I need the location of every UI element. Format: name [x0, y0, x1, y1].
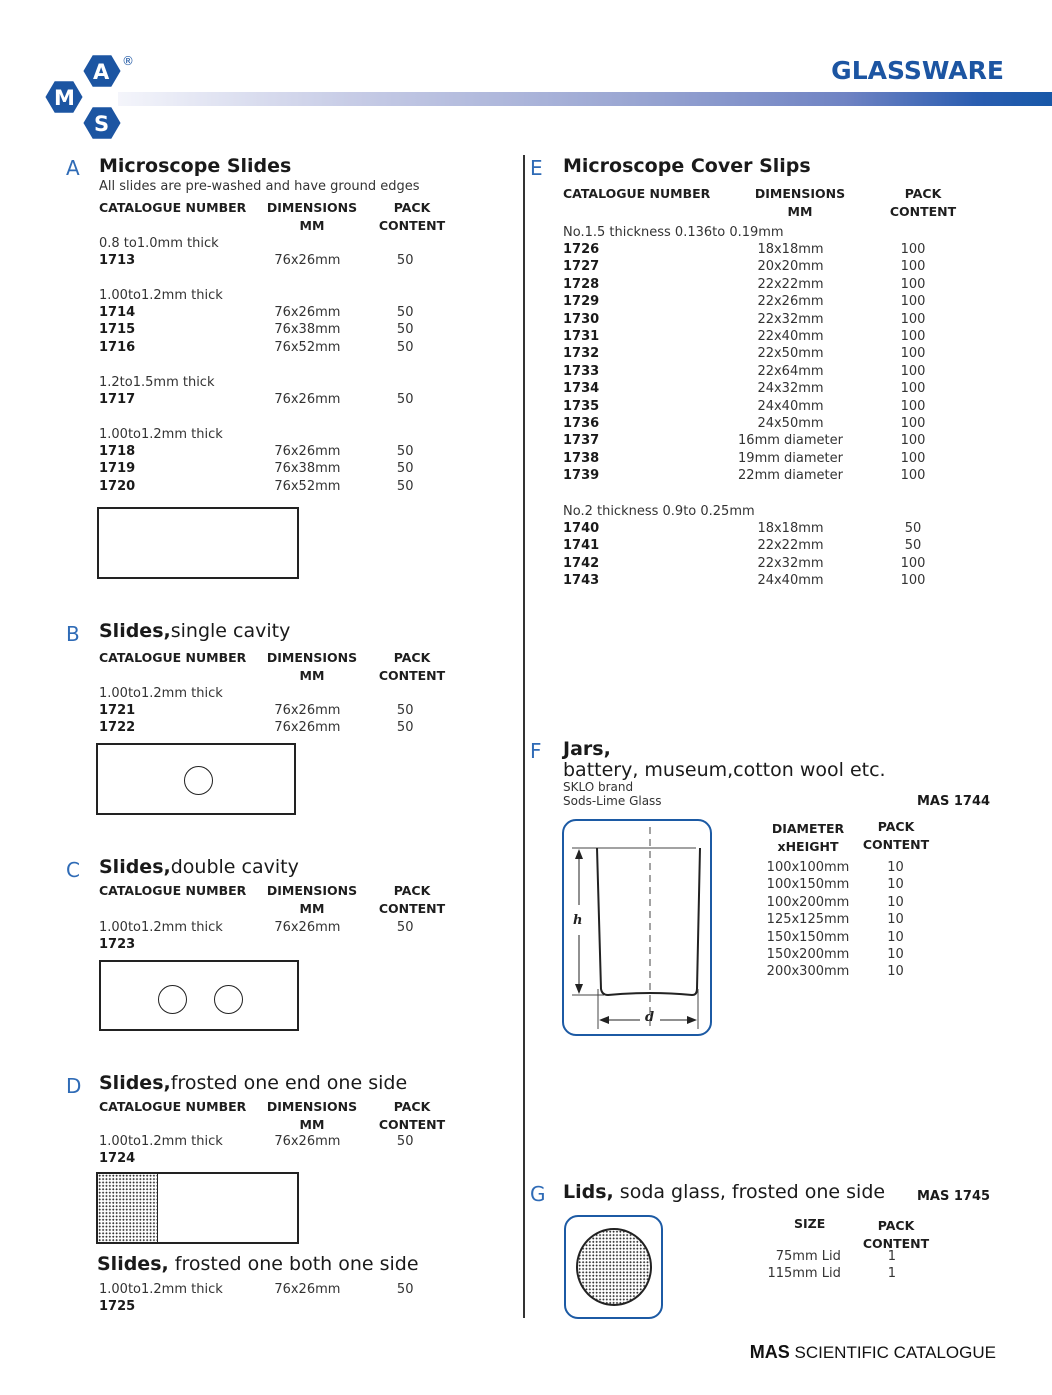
table-row: 1743 24x40mm 100 [563, 573, 926, 589]
lid-diagram-frame [564, 1215, 663, 1319]
section-c-title: Slides,double cavity [99, 856, 299, 878]
table-row: 1718 76x26mm 50 [99, 444, 414, 459]
section-g-code: MAS 1745 [917, 1189, 991, 1204]
cavity-circle-icon [184, 766, 213, 795]
page-title: GLASSWARE [831, 56, 1004, 85]
section-a-note: All slides are pre-washed and have ground edges [99, 179, 420, 194]
table-row: 1721 76x26mm 50 [99, 703, 414, 718]
table-row: 1717 76x26mm 50 [99, 392, 414, 407]
section-f-brand: SKLO brand [563, 780, 634, 794]
section-g-title: Lids, soda glass, frosted one side [563, 1181, 886, 1203]
table-row: 1724 [99, 1151, 136, 1167]
col-header-catalogue-number: CATALOGUE NUMBER [99, 200, 247, 215]
table-row: 1714 76x26mm 50 [99, 305, 414, 320]
table-row: 1.00to1.2mm thick 76x26mm 50 [99, 1134, 414, 1149]
col-header-pack-content: PACK CONTENT [889, 186, 957, 219]
plain-slide-illustration [97, 507, 299, 579]
col-header-pack-content: PACK CONTENT [378, 1099, 446, 1132]
section-e-title: Microscope Cover Slips [563, 155, 811, 177]
table-d-sub [99, 1281, 459, 1316]
table-row: 1731 22x40mm 100 [563, 328, 926, 344]
logo-letter-s: S [94, 112, 110, 136]
col-header-pack-content: PACK CONTENT [862, 1218, 930, 1251]
table-row: 1730 22x32mm 100 [563, 311, 926, 327]
table-row: 1742 22x32mm 100 [563, 555, 926, 571]
table-row: 1736 24x50mm 100 [563, 415, 926, 431]
table-row: 75mm Lid 1 [775, 1249, 897, 1264]
frosted-area [98, 1174, 158, 1242]
jar-diagram-icon [564, 821, 710, 1034]
table-row: 1713 76x26mm 50 [99, 253, 414, 268]
footer-catalogue-label: MAS SCIENTIFIC CATALOGUE [749, 1342, 996, 1362]
group-label: 1.00to1.2mm thick [99, 427, 223, 442]
table-row: 1739 22mm diameter 100 [563, 468, 926, 484]
frosted-end-slide-illustration [96, 1172, 299, 1244]
table-row: 1735 24x40mm 100 [563, 398, 926, 414]
group-label: No.1.5 thickness 0.136to 0.19mm [563, 225, 784, 240]
single-cavity-slide-illustration [96, 743, 296, 815]
col-header-pack-content: PACK CONTENT [378, 200, 446, 233]
col-header-catalogue-number: CATALOGUE NUMBER [99, 650, 247, 665]
table-row: 1727 20x20mm 100 [563, 259, 926, 275]
col-header-catalogue-number: CATALOGUE NUMBER [99, 883, 247, 898]
section-letter-c: C [66, 858, 80, 882]
group-label: 1.00to1.2mm thick [99, 288, 223, 303]
table-row: 200x300mm 10 [766, 964, 904, 980]
table-row: 1719 76x38mm 50 [99, 461, 414, 477]
section-f-title: Jars, [563, 738, 611, 760]
header-gradient-bar [118, 92, 1052, 106]
table-f [763, 859, 943, 981]
table-a-group-2 [99, 304, 459, 356]
col-header-dimensions: DIMENSIONS MM [266, 1099, 358, 1132]
table-row: 1729 22x26mm 100 [563, 294, 926, 310]
cavity-circle-icon [214, 985, 243, 1014]
frosted-lid-icon [576, 1228, 652, 1306]
col-header-pack-content: PACK CONTENT [378, 650, 446, 683]
table-e-group-2 [563, 520, 983, 590]
table-g [763, 1248, 943, 1283]
table-d [99, 1133, 459, 1168]
table-a-group-1 [99, 252, 459, 269]
section-b-title: Slides,single cavity [99, 620, 291, 642]
group-label: 1.2to1.5mm thick [99, 375, 215, 390]
table-row: 1738 19mm diameter 100 [563, 450, 926, 466]
col-header-dimensions: DIMENSIONS MM [754, 186, 846, 219]
table-row: 1741 22x22mm 50 [563, 538, 922, 554]
col-header-size: SIZE [794, 1216, 826, 1231]
table-b [99, 702, 459, 737]
table-row: 1716 76x52mm 50 [99, 339, 414, 355]
group-label: 1.00to1.2mm thick [99, 686, 223, 701]
section-letter-f: F [530, 739, 542, 763]
height-label: h [573, 913, 583, 928]
col-header-catalogue-number: CATALOGUE NUMBER [99, 1099, 247, 1114]
column-divider [523, 155, 525, 1318]
logo-letter-m: M [54, 86, 75, 110]
table-row: 1722 76x26mm 50 [99, 720, 414, 736]
section-d-title: Slides,frosted one end one side [99, 1072, 408, 1094]
col-header-pack-content: PACK CONTENT [378, 883, 446, 916]
table-row: 150x200mm 10 [766, 946, 904, 962]
table-row: 100x150mm 10 [766, 877, 904, 893]
table-row: 1725 [99, 1299, 136, 1315]
col-header-dimensions: DIMENSIONS MM [266, 883, 358, 916]
col-header-diameter-height: DIAMETER xHEIGHT [771, 821, 845, 854]
table-row: 115mm Lid 1 [767, 1266, 897, 1282]
table-row: 100x200mm 10 [766, 894, 904, 910]
table-a-group-3 [99, 391, 459, 408]
section-d-sub-title: Slides, frosted one both one side [97, 1253, 419, 1275]
section-f-code: MAS 1744 [917, 794, 991, 809]
table-row: 1.00to1.2mm thick 76x26mm 50 [99, 920, 414, 935]
section-f-subtitle: battery, museum,cotton wool etc. [563, 759, 886, 781]
jar-diagram-frame [562, 819, 712, 1036]
cavity-circle-icon [158, 985, 187, 1014]
table-e-group-1 [563, 241, 983, 484]
section-letter-a: A [66, 156, 80, 180]
group-label: 0.8 to1.0mm thick [99, 236, 219, 251]
double-cavity-slide-illustration [99, 960, 299, 1031]
section-a-title [99, 155, 291, 177]
table-row: 1723 [99, 937, 136, 953]
section-letter-e: E [530, 156, 543, 180]
logo-letter-a: A [93, 60, 110, 84]
table-row: 1728 22x22mm 100 [563, 276, 926, 292]
table-row: 1726 18x18mm 100 [563, 242, 926, 257]
table-row: 1.00to1.2mm thick 76x26mm 50 [99, 1282, 414, 1297]
registered-mark: ® [122, 54, 134, 68]
table-row: 1732 22x50mm 100 [563, 346, 926, 362]
col-header-dimensions: DIMENSIONS MM [266, 650, 358, 683]
section-a-title-text: Microscope Slides [99, 155, 292, 177]
table-row: 1734 24x32mm 100 [563, 381, 926, 397]
table-row: 1737 16mm diameter 100 [563, 433, 926, 449]
table-row: 125x125mm 10 [766, 912, 904, 928]
section-letter-g: G [530, 1182, 546, 1206]
table-row: 1720 76x52mm 50 [99, 478, 414, 494]
table-a-group-4 [99, 443, 459, 495]
table-row: 1740 18x18mm 50 [563, 521, 922, 536]
group-label: No.2 thickness 0.9to 0.25mm [563, 504, 755, 519]
col-header-catalogue-number: CATALOGUE NUMBER [563, 186, 711, 201]
table-c [99, 919, 459, 954]
table-row: 1733 22x64mm 100 [563, 363, 926, 379]
col-header-pack-content: PACK CONTENT [862, 819, 930, 852]
table-row: 150x150mm 10 [766, 929, 904, 945]
section-letter-b: B [66, 622, 80, 646]
col-header-dimensions: DIMENSIONS MM [266, 200, 358, 233]
table-row: 100x100mm 10 [766, 860, 904, 875]
table-row: 1715 76x38mm 50 [99, 322, 414, 338]
section-f-material: Sods-Lime Glass [563, 794, 662, 808]
diameter-label: d [645, 1010, 655, 1025]
section-letter-d: D [66, 1074, 82, 1098]
